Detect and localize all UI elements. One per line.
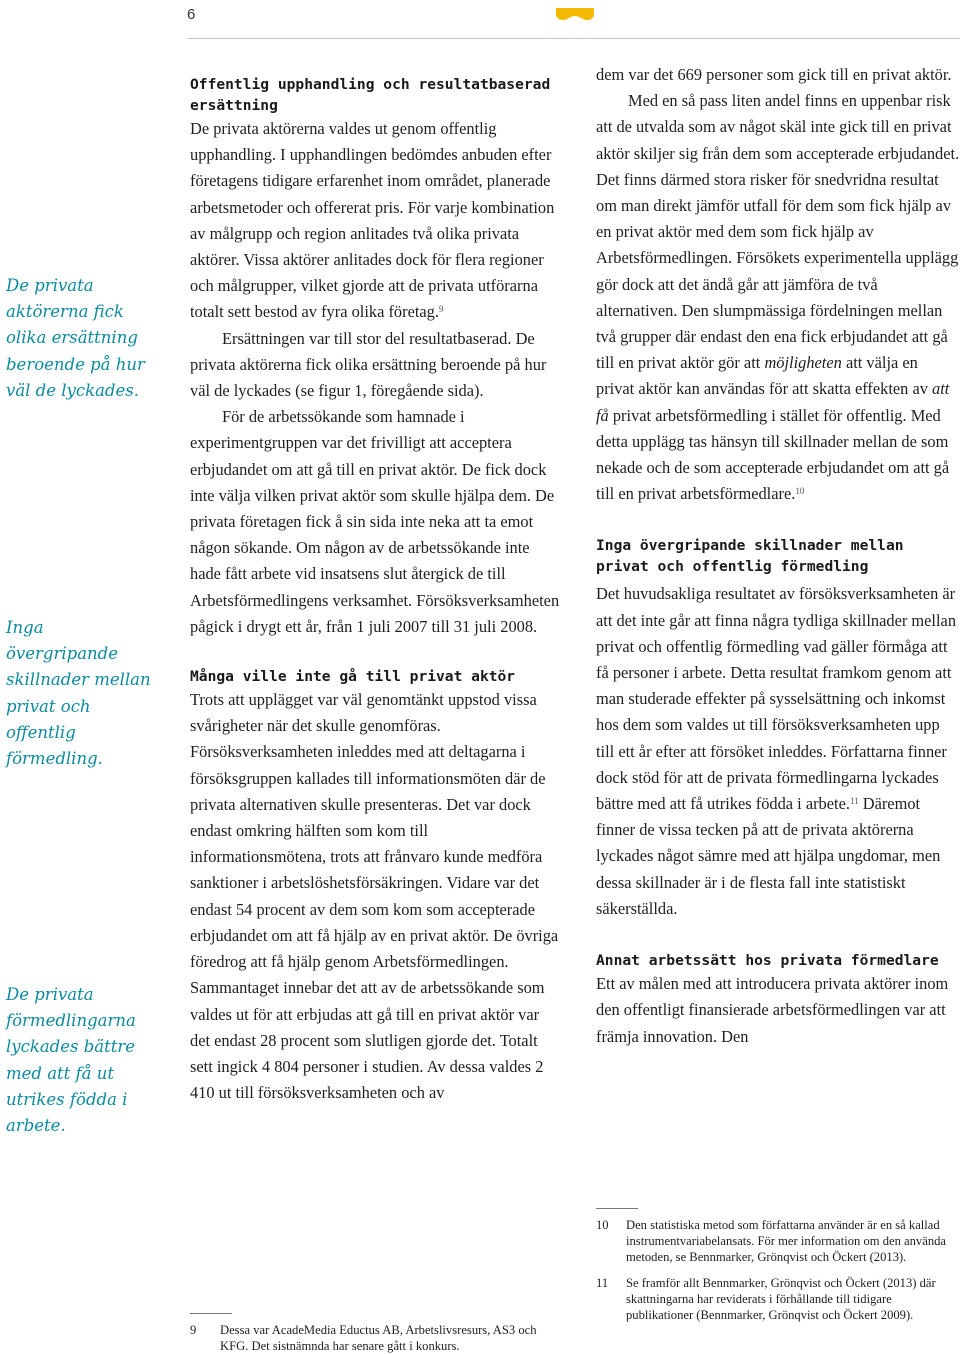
footnote-ref-9: 9: [438, 304, 444, 315]
sidebar-pullquote-1: De privata aktörerna fick olika ersättning beroende på hur väl de lyckades.: [6, 276, 145, 400]
glasses-logo-icon: [555, 6, 595, 21]
sidebar-pullquote-3: De privata förmedlingarna lyckades bättre med att få ut utrikes födda i arbete.: [6, 985, 136, 1136]
paragraph-text: De privata aktörerna valdes ut genom offentlig upphandling. I upphandlingen bedömdes anbuden efter företagens tidigare erfarenhet inom området, planerade arbetsmetoder och offererat pris. För varje kombination av målgrupp och region anlitades två olika privata aktörer. Vissa aktörer anlitades dock för flera regioner och målgrupper, vilket gjorde att de privata utförarna totalt sett bestod av fyra olika företag.: [190, 119, 555, 322]
paragraph-text: att välja en privat aktör kan användas för att skatta effekten av: [596, 353, 928, 399]
paragraph: Ett av målen med att introducera privata aktörer inom den offentligt finansierade arbetsförmedlingen var att främja innovation. Den: [596, 974, 949, 1046]
footnote-number: 10: [596, 1218, 609, 1232]
paragraph-text: Med en så pass liten andel finns en uppenbar risk att de utvalda som av något skäl inte gick till en privat aktör skiljer sig från dem som accepterade erbjudandet. Det finns därmed stora risker för snedvridna resultat om man direkt jämför utfall för dem som fick hjälp av en privat aktör med dem som fick hjälp av Arbetsförmedlingen. Försökets experimentella upplägg gör dock att det ändå går att jämföra de två alternativen. Den slumpmässiga fördelningen mellan två grupper där endast den ena fick erbjudandet att gå till en privat aktör gör att: [596, 91, 960, 373]
page-number: 6: [187, 6, 196, 23]
footnotes-right: [596, 1208, 948, 1323]
section-heading-different-methods: Annat arbetssätt hos privata förmedlare: [596, 952, 939, 970]
footnote-divider: [190, 1313, 232, 1314]
emphasis: att få: [596, 379, 950, 425]
section-body-continuation: [596, 62, 960, 507]
paragraph: [596, 88, 960, 507]
section-heading-no-differences: Inga övergripande skillnader mellan privat och offentlig förmedling: [596, 537, 904, 576]
main-column-right: [596, 62, 960, 1050]
footnote-10: [596, 1217, 948, 1266]
section-heading-many-declined: Många ville inte gå till privat aktör: [190, 668, 516, 686]
emphasis: möjligheten: [764, 353, 842, 373]
footnote-divider: [596, 1208, 638, 1209]
paragraph: För de arbetssökande som hamnade i experimentgruppen var det frivilligt att acceptera erbjudandet om att gå till en privat aktör. De fick dock inte välja vilken privat aktör som skulle hjälpa dem. De privata företagen fick å sin sida inte neka att ta emot någon sökande. Om någon av de arbetssökande inte hade fått arbete vid insatsens slut återgick de till Arbetsförmedlingens verksamhet. Försöksverksamheten pågick i drygt ett år, från 1 juli 2007 till 31 juli 2008.: [190, 407, 560, 636]
footnotes-middle: [190, 1313, 550, 1354]
paragraph-text: privat arbetsförmedling i stället för offentlig. Med detta upplägg tas hänsyn till skillnader mellan de som nekade och de som accepterade erbjudandet om att gå till en privat arbetsförmedlare.: [596, 405, 950, 504]
paragraph: [596, 581, 960, 922]
section-body-many-declined: [190, 687, 560, 1106]
paragraph-text: Däremot finner de vissa tecken på att de privata aktörerna lyckades något sämre med att hjälpa ungdomar, men dessa skillnader är i de flesta fall inte statistiskt säkerställda.: [596, 794, 941, 918]
section-heading-procurement: Offentlig upphandling och resultatbaserad ersättning: [190, 76, 551, 114]
footnote-ref-11: 11: [849, 796, 859, 807]
sidebar-pullquote-2: Inga övergripande skillnader mellan privat och offentlig förmedling.: [6, 618, 151, 769]
footnote-number: 9: [190, 1323, 197, 1337]
header-divider: [187, 38, 960, 39]
paragraph: Ersättningen var till stor del resultatbaserad. De privata aktörerna fick olika ersättning beroende på hur väl de lyckades (se figur 1, föregående sida).: [190, 328, 547, 401]
section-body-procurement: [190, 116, 560, 640]
footnote-text: Den statistiska metod som författarna använder är en så kallad instrumentvariabelansats. För mer information om den använda metoden, se Bennmarker, Grönqvist och Öckert (2013).: [626, 1218, 947, 1265]
footnote-number: 11: [596, 1275, 609, 1290]
footnote-ref-10: 10: [795, 486, 805, 497]
section-body-no-differences: [596, 581, 960, 922]
section-body-different-methods: [596, 971, 960, 1050]
footnote-11: [596, 1275, 948, 1324]
main-column-middle: [190, 72, 560, 1106]
paragraph: dem var det 669 personer som gick till en privat aktör.: [596, 65, 952, 84]
paragraph: Trots att upplägget var väl genomtänkt uppstod vissa svårigheter när det skulle genomföras. Försöksverksamheten inleddes med att deltagarna i försöksgruppen kallades till informationsmöten där de privata alternativen skulle presenteras. Det var dock endast omkring hälften som kom till informationsmötena, trots att frånvaro kunde medföra sanktioner i arbetslöshetsförsäkringen. Vidare var det endast 54 procent av dem som kom som accepterade erbjudandet om att få hjälp av en privat aktör. De övriga föredrog att få hjälp genom Arbetsförmedlingen. Sammantaget innebar det att av de arbetssökande som valdes ut för att erbjudas att gå till en privat aktör var det endast 28 procent som slutligen gjorde det. Totalt sett ingick 4 804 personer i studien. Av dessa valdes 2 410 ut till försöksverksamheten och av: [190, 690, 559, 1103]
paragraph-text: Det huvudsakliga resultatet av försöksverksamheten är att det inte går att finna några tydliga skillnader mellan privat och offentlig förmedling vad gäller förmåga att få personer i arbete. Detta resultat framkom genom att man studerade effekter på sysselsättning och inkomst hos dem som valdes ut till försöksverksamheten upp till ett år efter att försöket inleddes. Författarna finner dock stöd för att de privata förmedlingarna lyckades bättre med att få utrikes födda i arbete.: [596, 584, 957, 814]
footnote-9: [190, 1322, 550, 1354]
footnote-text: Dessa var AcadeMedia Eductus AB, Arbetslivsresurs, AS3 och KFG. Det sistnämnda har senare gått i konkurs.: [220, 1323, 537, 1354]
footnote-text: Se framför allt Bennmarker, Grönqvist och Öckert (2013) där skattningarna har reviderats i förhållande till tidigare publikationer (Bennmarker, Grönqvist och Öckert 2009).: [626, 1275, 936, 1323]
paragraph: [190, 116, 560, 326]
